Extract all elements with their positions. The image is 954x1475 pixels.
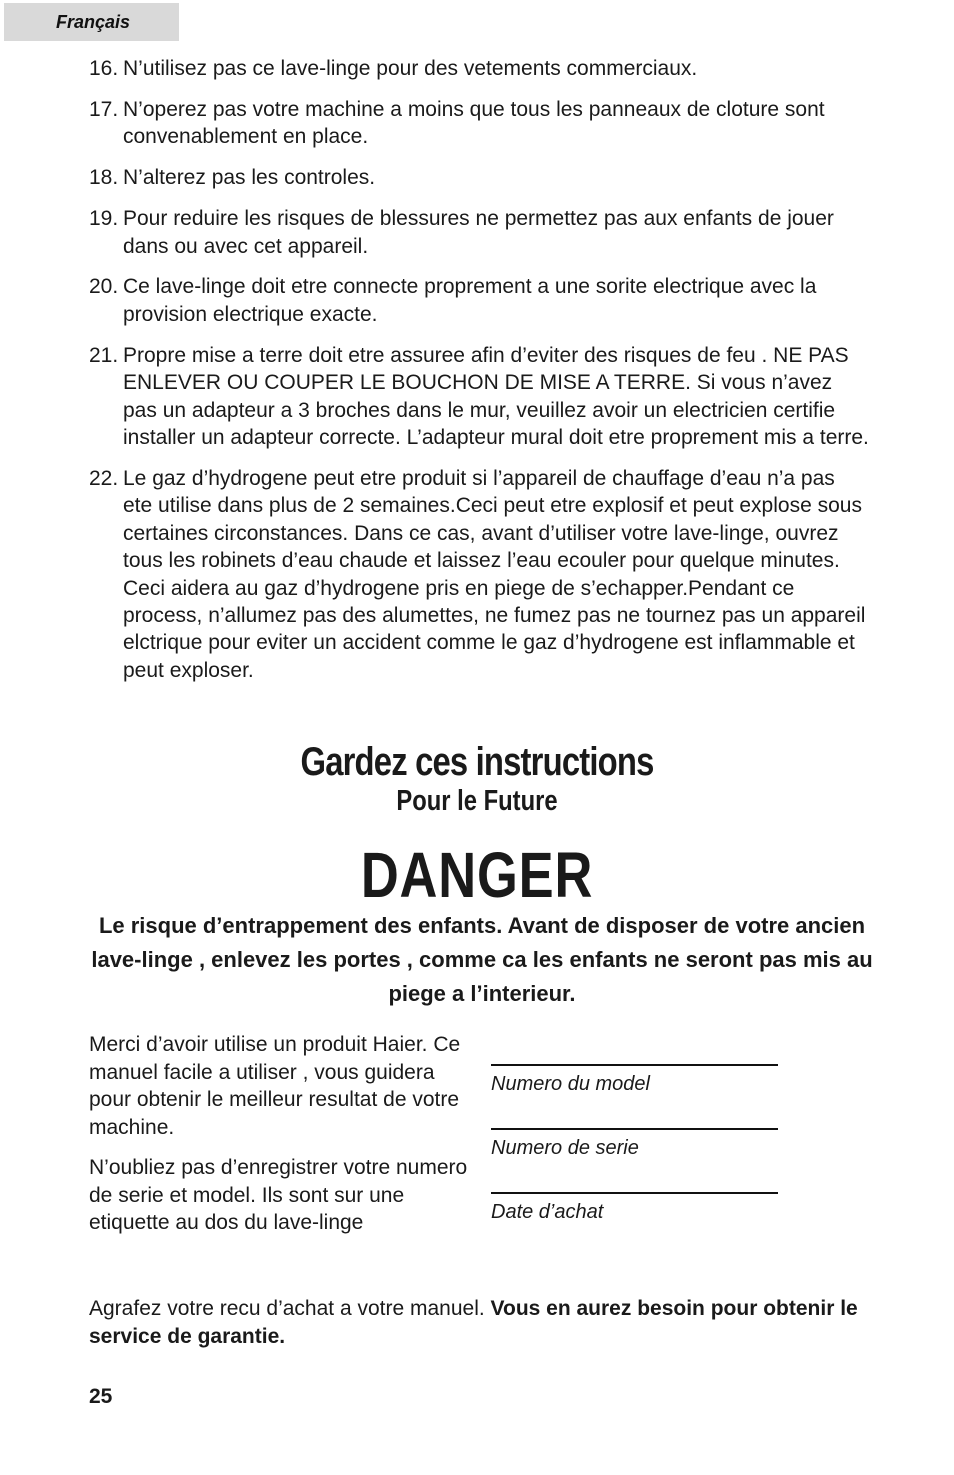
item-number: 21.: [89, 343, 119, 367]
list-item: [89, 273, 869, 328]
item-text: N’utilisez pas ce lave-linge pour des vetements commerciaux.: [123, 57, 698, 80]
register-reminder-paragraph: N’oubliez pas d’enregistrer votre numero de serie et model. Ils sont sur une etiquette au dos du lave-linge: [89, 1156, 468, 1234]
list-item: [89, 465, 869, 684]
language-tab: Français: [4, 3, 179, 41]
list-item: [89, 55, 869, 82]
item-text: Ce lave-linge doit etre connecte proprement a une sorite electrique avec la provision electrique exacte.: [123, 275, 817, 326]
item-number: 19.: [89, 207, 119, 231]
list-item: [89, 342, 869, 452]
item-number: 20.: [89, 275, 119, 299]
list-item: [89, 96, 869, 151]
item-text: Propre mise a terre doit etre assuree afin d’eviter des risques de feu . NE PAS ENLEVER OU COUPER LE BOUCHON DE MISE A TERRE. Si vous n’avez pas un adapteur a 3 broches dans le mur, veuillez avoir un electricien certifie installer un adapteur correcte. L’adapteur mural doit etre proprement mis a terre.: [123, 343, 869, 449]
thank-you-paragraph: Merci d’avoir utilise un produit Haier. Ce manuel facile a utiliser , vous guidera pour obtenir le meilleur resultat de votre machine.: [89, 1033, 461, 1139]
safety-instructions-list: [89, 55, 869, 698]
save-instructions-heading: Gardez ces instructions: [300, 740, 654, 784]
save-instructions-subheading: Pour le Future: [396, 785, 558, 817]
page-number: 25: [89, 1385, 113, 1408]
item-text: Pour reduire les risques de blessures ne permettez pas aux enfants de jouer dans ou avec cet appareil.: [123, 207, 834, 258]
purchase-date-field: Date d’achat: [491, 1192, 778, 1256]
model-number-field: Numero du model: [491, 1064, 778, 1128]
thank-you-section: [89, 1031, 469, 1250]
staple-receipt-note: [89, 1295, 879, 1351]
item-text: Le gaz d’hydrogene peut etre produit si l’appareil de chauffage d’eau n’a pas ete utilise dans plus de 2 semaines.Ceci peut etre explosif et peut explose sous certaines circonstances. Dans ce cas, avant d’utiliser votre lave-linge, ouvrez tous les robinets d’eau chaude et laissez l’eau ecouler pour quelque minutes. Ceci aidera au gaz d’hydrogene pris en piege de s’echapper.Pendant ce process, n’allumez pas des alumettes, ne fumez pas ne tournez pas un appareil elctrique pour eviter un accident comme le gaz d’hydrogene est inflammable et peut exploser.: [123, 466, 866, 682]
item-number: 16.: [89, 57, 119, 80]
warranty-note-text: Vous en aurez besoin pour obtenir le service de garantie.: [89, 1297, 858, 1348]
list-item: [89, 205, 869, 260]
danger-heading: DANGER: [360, 839, 594, 911]
item-number: 18.: [89, 166, 119, 190]
item-number: 22.: [89, 466, 119, 490]
serial-number-field: Numero de serie: [491, 1128, 778, 1192]
item-text: N’alterez pas les controles.: [123, 166, 376, 190]
danger-warning-text: Le risque d’entrappement des enfants. Avant de disposer de votre ancien lave-linge , enlevez les portes , comme ca les enfants ne seront pas mis au piege a l’interieur.: [91, 913, 873, 1006]
list-item: [89, 164, 869, 191]
item-number: 17.: [89, 97, 119, 121]
staple-note-text: Agrafez votre recu d’achat a votre manuel.: [89, 1297, 491, 1320]
record-fields: [491, 1064, 778, 1256]
item-text: N’operez pas votre machine a moins que tous les panneaux de cloture sont convenablement en place.: [123, 97, 825, 149]
